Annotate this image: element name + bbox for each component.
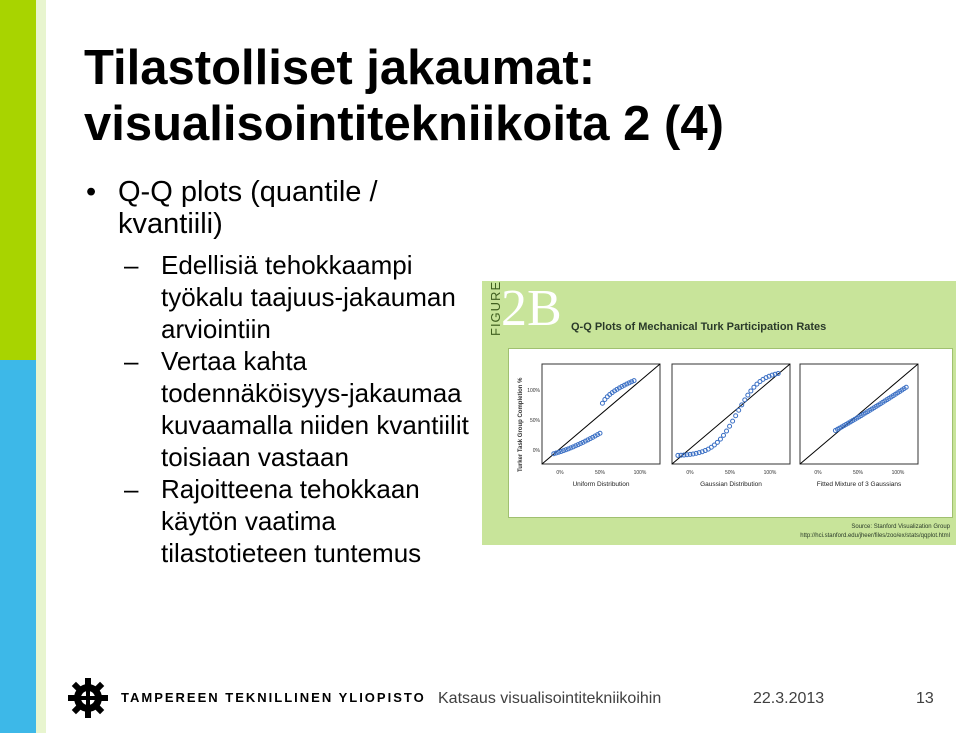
x-tick-label: 50%: [852, 470, 864, 476]
university-name: TAMPEREEN TEKNILLINEN YLIOPISTO: [121, 690, 426, 705]
x-tick-label: 0%: [814, 470, 822, 476]
dash-icon: –: [124, 474, 139, 504]
footer-page-number: 13: [916, 690, 934, 707]
qq-panel-label: Fitted Mixture of 3 Gaussians: [816, 481, 902, 488]
x-tick-label: 100%: [763, 470, 777, 476]
x-tick-label: 100%: [891, 470, 905, 476]
subbullet-text: Edellisiä tehokkaampi työkalu taajuus-jakauman arviointiin: [161, 250, 456, 344]
figure-source-text: Source: Stanford Visualization Group: [851, 524, 950, 530]
qq-panel-label: Uniform Distribution: [572, 481, 630, 488]
x-tick-label: 50%: [724, 470, 736, 476]
figure-number: 2B: [501, 280, 562, 337]
y-axis-label: Turker Task Group Completion %: [518, 377, 524, 472]
dash-icon: –: [124, 250, 139, 280]
university-gear-logo-icon: [66, 676, 110, 720]
x-tick-label: 0%: [556, 470, 564, 476]
figure-caption: Q-Q Plots of Mechanical Turk Participation Rates: [571, 321, 827, 333]
x-tick-label: 100%: [633, 470, 647, 476]
figure-source: [780, 523, 950, 541]
bullet-text: Q-Q plots (quantile / kvantiili): [118, 176, 378, 240]
bullet-list: [84, 176, 484, 569]
footer-date: 22.3.2013: [753, 690, 825, 707]
footer-course-title: Katsaus visualisointitekniikoihin: [438, 690, 662, 707]
figure-word: FIGURE: [488, 280, 503, 336]
y-tick-label: 100%: [527, 388, 540, 394]
x-tick-label: 0%: [686, 470, 694, 476]
bullet-dot-icon: •: [86, 176, 97, 208]
slide-title: Tilastolliset jakaumat: visualisointitekniikoita 2 (4): [84, 41, 724, 151]
qq-panel-label: Gaussian Distribution: [700, 481, 762, 488]
y-tick-label: 50%: [529, 418, 540, 424]
side-stripe-light: [36, 0, 46, 733]
subbullet-item: [84, 345, 484, 473]
x-tick-label: 50%: [594, 470, 606, 476]
figure-source-url: http://hci.stanford.edu/jheer/files/zoo/ex/stats/qqplot.html: [800, 533, 950, 539]
subbullet-text: Vertaa kahta todennäköisyys-jakaumaa kuvaamalla niiden kvantiilit toisiaan vastaan: [161, 346, 469, 472]
y-tick-label: 0%: [532, 448, 540, 454]
subbullet-item: [84, 473, 484, 569]
side-stripe: [0, 0, 46, 733]
subbullet-item: [84, 249, 484, 345]
qq-plots-image: [508, 348, 951, 516]
dash-icon: –: [124, 346, 139, 376]
bullet-item: [84, 176, 484, 240]
subbullet-text: Rajoitteena tehokkaan käytön vaatima tilastotieteen tuntemus: [161, 474, 422, 568]
